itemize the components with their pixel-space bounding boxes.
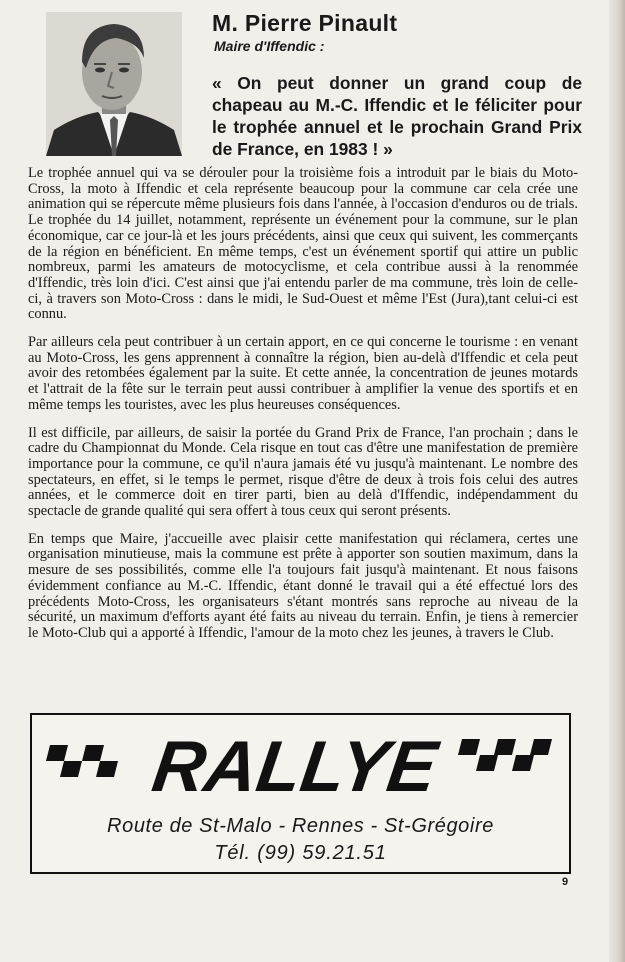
paragraph: Le trophée annuel qui va se dérouler pour la troisième fois a introduit par le biais du Moto-Cross, la moto à Iffendic et cela représente beaucoup pour la commune car cela crée une animation qui se répercute même plusieurs fois dans l'année, à l'occasion d'enduros ou de trials. Le trophée du 14 juillet, notamment, représente un événement pour la commune, sur le plan économique, car ce jour-là et les jours précédents, ainsi que ceux qui suivent, les commerçants de la région en bénéficient. En même temps, c'est un événement sportif qui attire un public nombreux, parmi les amateurs de motocyclisme, et cela contribue aussi à la renommée d'Iffendic, très loin d'ici. C'est ainsi que j'ai entendu parler de ma commune, très loin de celle-ci, à travers son Moto-Cross : dans le midi, le Sud-Ouest et même l'Est (Jura),tant celui-ci est connu. (28, 165, 578, 323)
rallye-logo (32, 715, 569, 811)
interviewee-name: M. Pierre Pinault (212, 10, 398, 36)
headline-quote: « On peut donner un grand coup de chapeau au M.-C. Iffendic et le féliciter pour le trophée annuel et le prochain Grand Prix de France, en 1983 ! » (212, 73, 582, 159)
rallye-brand-text: RALLYE (147, 727, 442, 807)
rallye-advertisement (30, 713, 571, 874)
left-checker-flag-icon (42, 745, 118, 777)
ad-phone: Tél. (99) 59.21.51 (214, 842, 387, 864)
article-body (28, 166, 578, 654)
right-checker-flag-icon (458, 739, 552, 771)
paragraph: Par ailleurs cela peut contribuer à un certain apport, en ce qui concerne le tourisme : en venant au Moto-Cross, les gens apprennent à connaître la région, bien au-delà d'Iffendic et cela peut avoir des retombées également par la suite. Et cette année, la concentration de jeunes motards et l'attrait de la fête sur le terrain peut aussi contribuer à amplifier la venue des sportifs et en même temps les touristes, avec les plus heureuses conséquences. (28, 334, 578, 413)
page-number: 9 (562, 876, 569, 888)
ad-address: Route de St-Malo - Rennes - St-Grégoire (107, 815, 494, 837)
paragraph: Il est difficile, par ailleurs, de saisir la portée du Grand Prix de France, l'an prochain ; dans le cadre du Championnat du Monde. Cela risque en tout cas d'être une manifestation de première importance pour la commune, ce qu'il n'aura jamais été vu jusqu'à maintenant. Le nombre des spectateurs, en effet, si le temps le permet, risque d'être de deux à trois fois celui des autres années, et le commerce doit en tirer parti, bien au delà d'Iffendic, indépendamment du spectacle de grande qualité qui sera offert à tous ceux qui seront présents. (28, 424, 578, 520)
portrait-photo (46, 12, 182, 156)
portrait-image (46, 12, 182, 156)
paragraph: En temps que Maire, j'accueille avec plaisir cette manifestation qui réclamera, certes une organisation minutieuse, mais la commune est prête à apporter son soutien maximum, dans la mesure de ses possibilités, comme elle l'a toujours fait jusqu'à maintenant. Et nous faisons évidemment confiance au M.-C. Iffendic, étant donné le travail qui a été effectué lors des précédents Moto-Cross, les organisateurs s'étant montrés sans reproche au niveau de la sécurité, un maximum d'efforts ayant été faits au niveau du terrain. Enfin, je tiens à remercier le Moto-Club qui a apporté à Iffendic, l'amour de la moto chez les jeunes, à travers le Club. (28, 530, 578, 641)
article-header (0, 0, 625, 165)
interviewee-role: Maire d'Iffendic : (214, 38, 325, 54)
